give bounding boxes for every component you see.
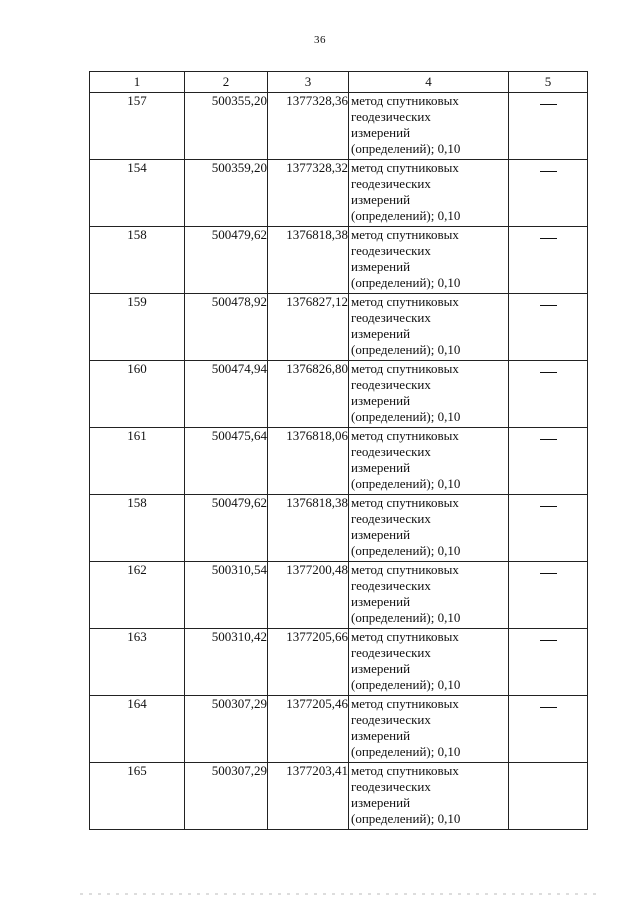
method-line: геодезических (351, 779, 431, 794)
coordinates-table (89, 71, 588, 830)
method-line: метод спутниковых (351, 562, 459, 577)
y-coordinate-cell: 1377328,32 (268, 160, 349, 227)
dash-mark (540, 104, 557, 105)
table-row (90, 495, 588, 562)
x-coordinate-cell: 500310,54 (185, 562, 268, 629)
note-cell (509, 696, 588, 763)
method-line: (определений); 0,10 (351, 342, 461, 357)
method-line: (определений); 0,10 (351, 744, 461, 759)
method-line: метод спутниковых (351, 696, 459, 711)
method-cell (349, 294, 509, 361)
note-cell (509, 629, 588, 696)
point-number-cell: 159 (90, 294, 185, 361)
method-cell (349, 763, 509, 830)
method-cell (349, 629, 509, 696)
method-line: (определений); 0,10 (351, 409, 461, 424)
method-line: измерений (351, 594, 411, 609)
method-line: метод спутниковых (351, 763, 459, 778)
method-line: метод спутниковых (351, 227, 459, 242)
method-line: измерений (351, 527, 411, 542)
dash-mark (540, 573, 557, 574)
method-line: метод спутниковых (351, 361, 459, 376)
y-coordinate-cell: 1377328,36 (268, 93, 349, 160)
scan-noise (80, 893, 600, 895)
point-number-cell: 158 (90, 495, 185, 562)
note-cell (509, 495, 588, 562)
point-number-cell: 154 (90, 160, 185, 227)
table-row (90, 696, 588, 763)
x-coordinate-cell: 500474,94 (185, 361, 268, 428)
method-line: (определений); 0,10 (351, 677, 461, 692)
y-coordinate-cell: 1376827,12 (268, 294, 349, 361)
dash-mark (540, 372, 557, 373)
method-line: измерений (351, 460, 411, 475)
y-coordinate-cell: 1377203,41 (268, 763, 349, 830)
method-line: геодезических (351, 109, 431, 124)
method-line: измерений (351, 795, 411, 810)
table-body (90, 93, 588, 830)
note-cell (509, 227, 588, 294)
method-line: геодезических (351, 645, 431, 660)
method-line: метод спутниковых (351, 294, 459, 309)
x-coordinate-cell: 500479,62 (185, 227, 268, 294)
method-line: метод спутниковых (351, 629, 459, 644)
point-number-cell: 157 (90, 93, 185, 160)
x-coordinate-cell: 500359,20 (185, 160, 268, 227)
method-line: (определений); 0,10 (351, 610, 461, 625)
method-cell (349, 562, 509, 629)
y-coordinate-cell: 1377200,48 (268, 562, 349, 629)
table-row (90, 629, 588, 696)
note-cell (509, 93, 588, 160)
method-line: (определений); 0,10 (351, 476, 461, 491)
dash-mark (540, 707, 557, 708)
point-number-cell: 162 (90, 562, 185, 629)
y-coordinate-cell: 1377205,46 (268, 696, 349, 763)
table-header-row (90, 72, 588, 93)
method-line: геодезических (351, 176, 431, 191)
note-cell (509, 562, 588, 629)
method-line: измерений (351, 661, 411, 676)
x-coordinate-cell: 500475,64 (185, 428, 268, 495)
point-number-cell: 160 (90, 361, 185, 428)
method-cell (349, 93, 509, 160)
table-row (90, 294, 588, 361)
method-cell (349, 696, 509, 763)
x-coordinate-cell: 500355,20 (185, 93, 268, 160)
point-number-cell: 161 (90, 428, 185, 495)
dash-mark (540, 171, 557, 172)
method-line: геодезических (351, 511, 431, 526)
method-line: измерений (351, 393, 411, 408)
method-line: измерений (351, 326, 411, 341)
method-cell (349, 361, 509, 428)
method-line: метод спутниковых (351, 160, 459, 175)
dash-mark (540, 305, 557, 306)
x-coordinate-cell: 500478,92 (185, 294, 268, 361)
note-cell (509, 763, 588, 830)
table-row (90, 361, 588, 428)
y-coordinate-cell: 1376826,80 (268, 361, 349, 428)
header-cell: 1 (90, 72, 185, 93)
dash-mark (540, 439, 557, 440)
method-line: (определений); 0,10 (351, 543, 461, 558)
point-number-cell: 163 (90, 629, 185, 696)
note-cell (509, 160, 588, 227)
dash-mark (540, 506, 557, 507)
header-cell: 5 (509, 72, 588, 93)
x-coordinate-cell: 500307,29 (185, 696, 268, 763)
dash-mark (540, 640, 557, 641)
method-line: геодезических (351, 243, 431, 258)
table-row (90, 562, 588, 629)
method-line: геодезических (351, 578, 431, 593)
note-cell (509, 361, 588, 428)
table-row (90, 227, 588, 294)
method-line: метод спутниковых (351, 495, 459, 510)
point-number-cell: 158 (90, 227, 185, 294)
note-cell (509, 428, 588, 495)
y-coordinate-cell: 1377205,66 (268, 629, 349, 696)
table-row (90, 763, 588, 830)
header-cell: 3 (268, 72, 349, 93)
x-coordinate-cell: 500310,42 (185, 629, 268, 696)
header-cell: 2 (185, 72, 268, 93)
point-number-cell: 165 (90, 763, 185, 830)
method-cell (349, 428, 509, 495)
method-line: (определений); 0,10 (351, 208, 461, 223)
y-coordinate-cell: 1376818,06 (268, 428, 349, 495)
method-line: геодезических (351, 444, 431, 459)
x-coordinate-cell: 500479,62 (185, 495, 268, 562)
method-cell (349, 227, 509, 294)
table-row (90, 428, 588, 495)
method-line: геодезических (351, 377, 431, 392)
method-line: геодезических (351, 310, 431, 325)
method-line: (определений); 0,10 (351, 275, 461, 290)
point-number-cell: 164 (90, 696, 185, 763)
x-coordinate-cell: 500307,29 (185, 763, 268, 830)
table-row (90, 160, 588, 227)
y-coordinate-cell: 1376818,38 (268, 227, 349, 294)
note-cell (509, 294, 588, 361)
method-cell (349, 160, 509, 227)
method-line: метод спутниковых (351, 428, 459, 443)
method-line: измерений (351, 192, 411, 207)
dash-mark (540, 238, 557, 239)
method-line: (определений); 0,10 (351, 141, 461, 156)
table-row (90, 93, 588, 160)
method-line: измерений (351, 125, 411, 140)
method-line: геодезических (351, 712, 431, 727)
page-number: 36 (314, 34, 326, 46)
method-cell (349, 495, 509, 562)
y-coordinate-cell: 1376818,38 (268, 495, 349, 562)
method-line: метод спутниковых (351, 93, 459, 108)
method-line: (определений); 0,10 (351, 811, 461, 826)
method-line: измерений (351, 728, 411, 743)
header-cell: 4 (349, 72, 509, 93)
method-line: измерений (351, 259, 411, 274)
